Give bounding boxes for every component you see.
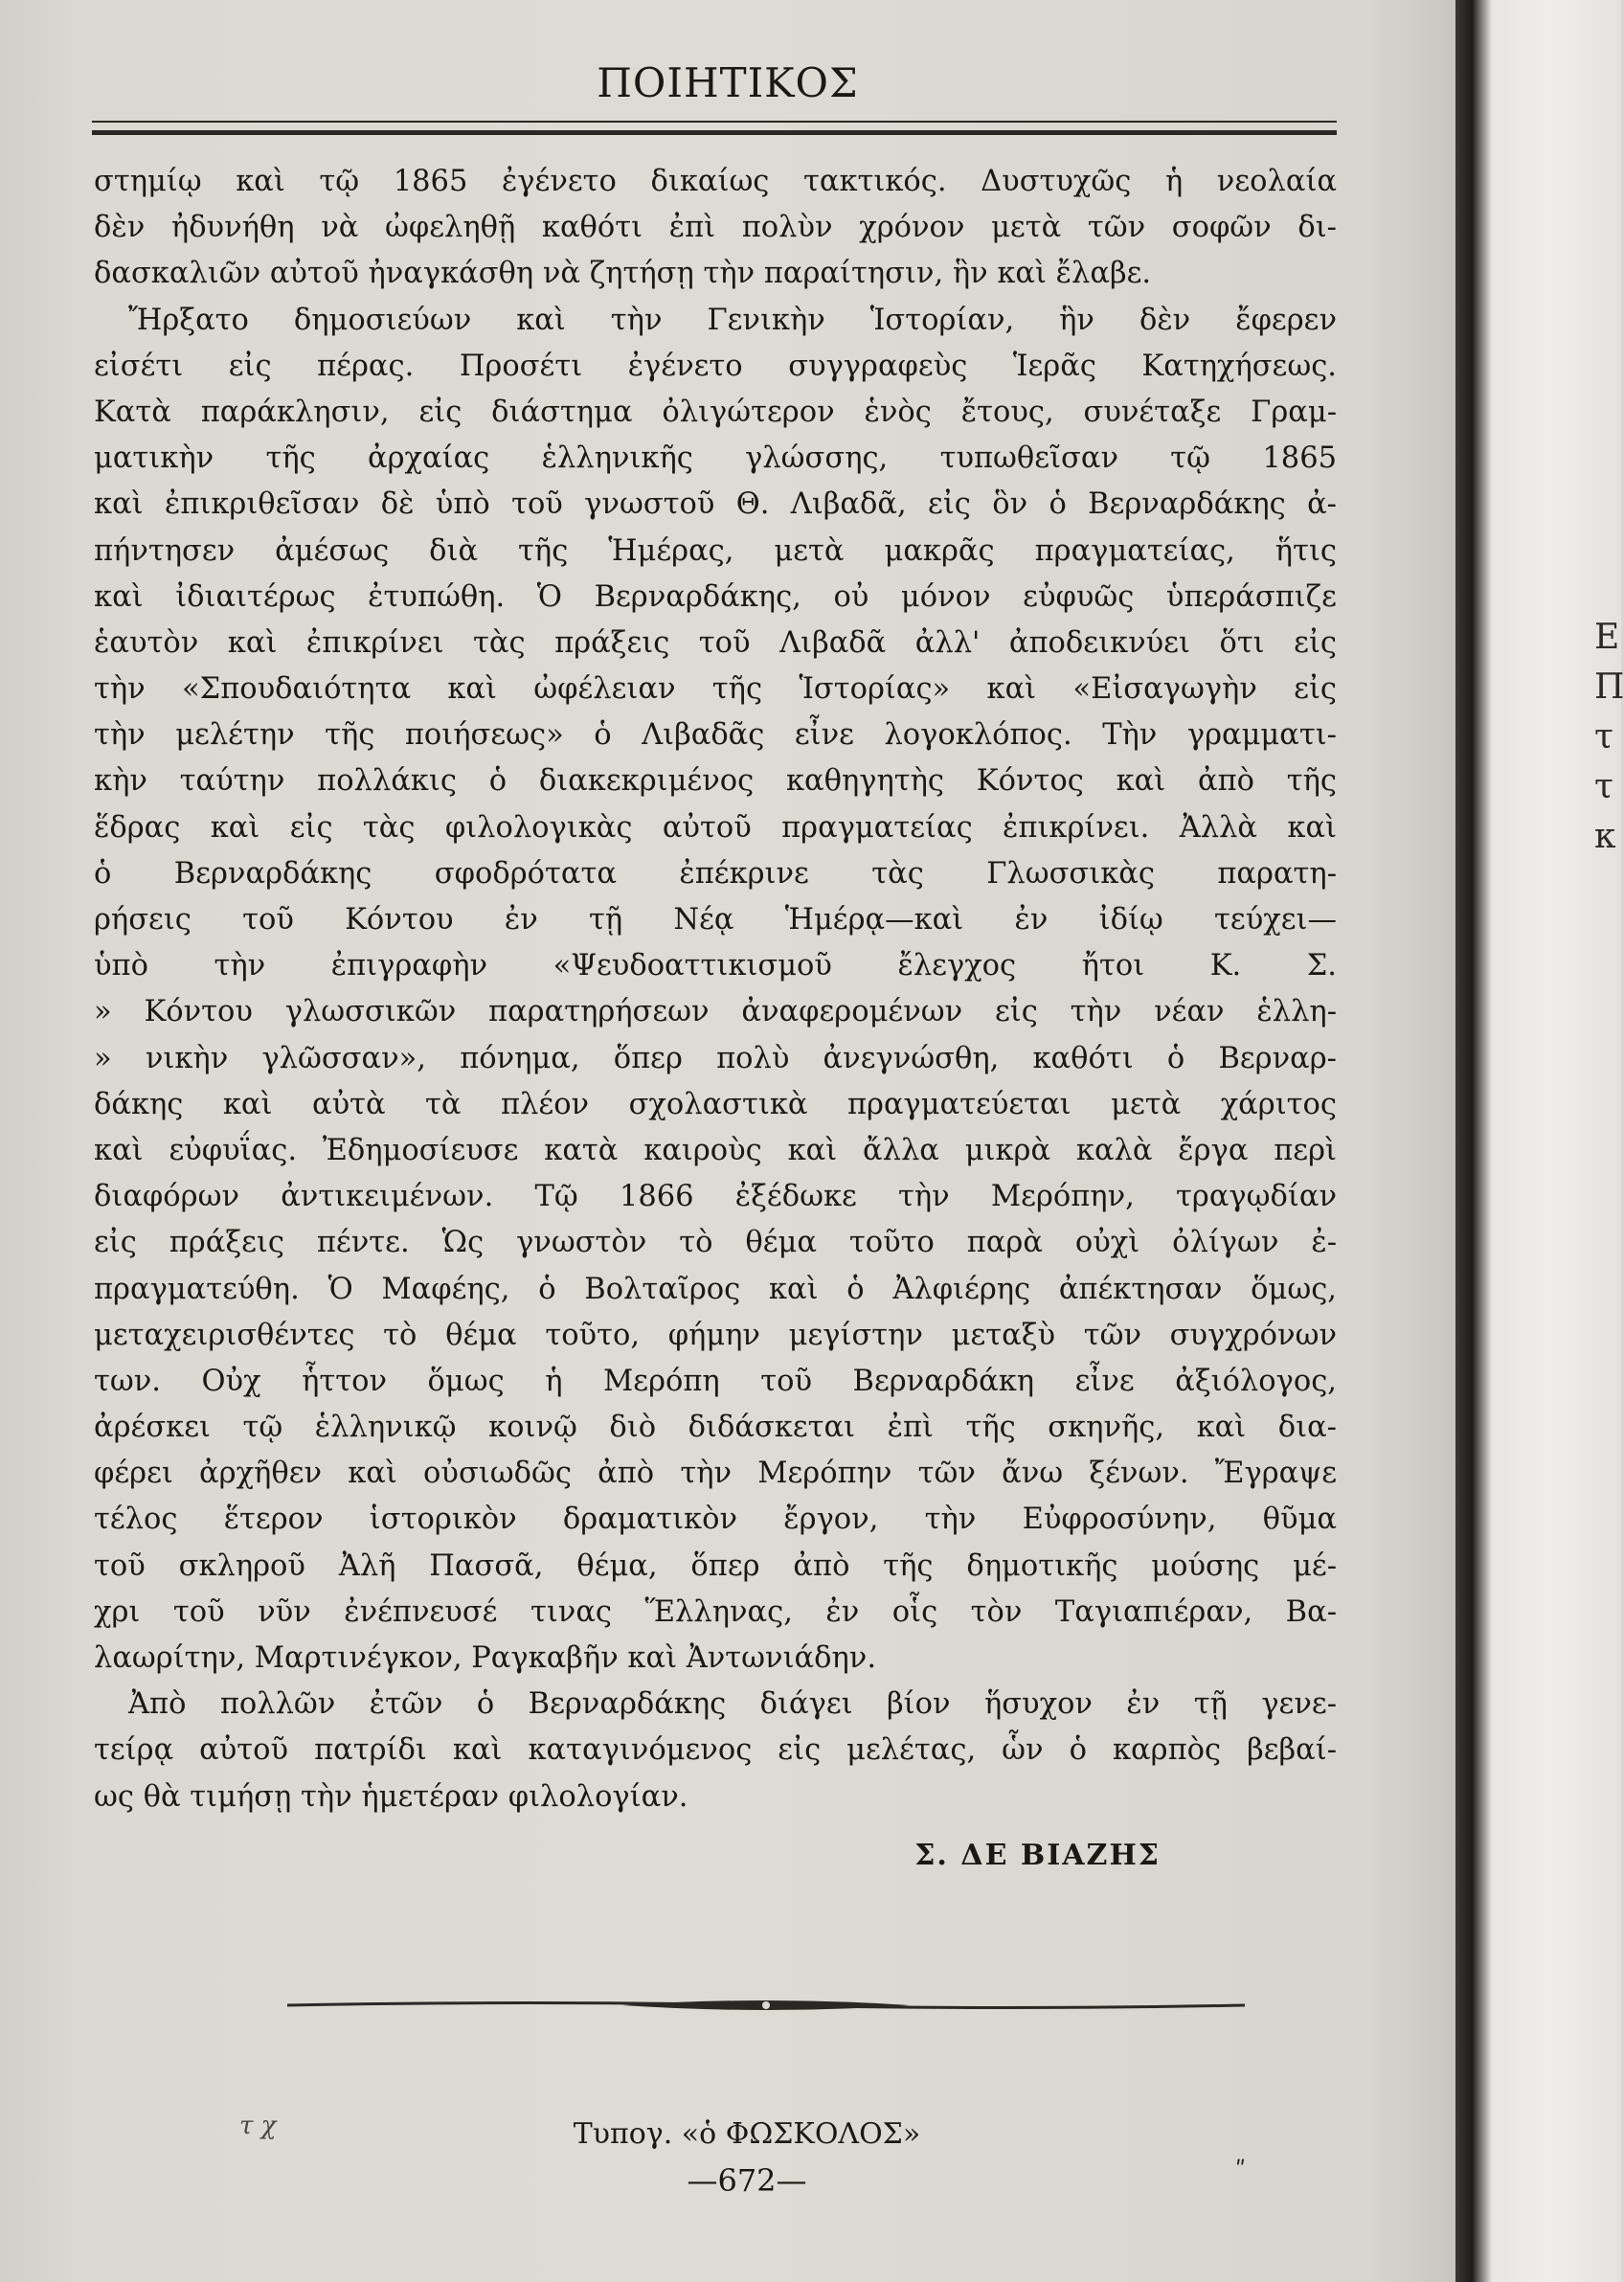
body-text [94, 159, 1337, 1820]
adjacent-glyph: Ε [1594, 618, 1620, 657]
text-line: κὴν ταύτην πολλάκις ὁ διακεκριμένος καθηγητὴς Κόντος καὶ ἀπὸ τῆς [94, 764, 1337, 799]
text-line: ὁ Βερναρδάκης σφοδρότατα ἐπέκρινε τὰς Γλωσσικὰς παρατη- [94, 856, 1337, 891]
text-line: λαωρίτην, Μαρτινέγκον, Ραγκαβῆν καὶ Ἀντωνιάδην. [94, 1641, 877, 1675]
author-signature: Σ. ΔΕ ΒΙΑΖΗΣ [914, 1839, 1161, 1872]
text-line: ὑπὸ τὴν ἐπιγραφὴν «Ψευδοαττικισμοῦ ἔλεγχος ἤτοι Κ. Σ. [94, 949, 1337, 983]
text-line: ἑαυτὸν καὶ ἐπικρίνει τὰς πράξεις τοῦ Λιβαδᾶ ἀλλ' ἀποδεικνύει ὅτι εἰς [94, 625, 1337, 660]
text-line: τὴν μελέτην τῆς ποιήσεως» ὁ Λιβαδᾶς εἶνε λογοκλόπος. Τὴν γραμματι- [94, 718, 1337, 753]
text-line: των. Οὐχ ἧττον ὅμως ἡ Μερόπη τοῦ Βερναρδάκη εἶνε ἀξιόλογος, [94, 1364, 1337, 1398]
binding-edge [1455, 0, 1624, 2282]
page-number: —672— [687, 2162, 807, 2199]
adjacent-glyph: τ [1594, 767, 1613, 806]
text-line: Ἤρξατο δημοσιεύων καὶ τὴν Γενικὴν Ἱστορίαν, ἣν δὲν ἔφερεν [128, 303, 1337, 337]
text-line: » Κόντου γλωσσικῶν παρατηρήσεων ἀναφερομένων εἰς τὴν νέαν ἑλλη- [94, 995, 1337, 1029]
text-line: φέρει ἀρχῆθεν καὶ οὐσιωδῶς ἀπὸ τὴν Μερόπην τῶν ἄνω ξένων. Ἔγραψε [94, 1457, 1337, 1491]
margin-smudge-left: τ χ [239, 2112, 277, 2140]
adjacent-glyph: Π [1594, 667, 1624, 707]
ornamental-rule [287, 1994, 1245, 2017]
text-line: πήντησεν ἀμέσως διὰ τῆς Ἡμέρας, μετὰ μακρᾶς πραγματείας, ἥτις [94, 533, 1337, 568]
text-line: καὶ ἰδιαιτέρως ἐτυπώθη. Ὁ Βερναρδάκης, οὐ μόνον εὐφυῶς ὑπεράσπιζε [94, 579, 1337, 614]
text-line: καὶ ἐπικριθεῖσαν δὲ ὑπὸ τοῦ γνωστοῦ Θ. Λιβαδᾶ, εἰς ὃν ὁ Βερναρδάκης ἀ- [94, 487, 1337, 522]
adjacent-glyph: τ [1594, 717, 1613, 757]
text-line: Ἀπὸ πολλῶν ἐτῶν ὁ Βερναρδάκης διάγει βίον ἥσυχον ἐν τῇ γενε- [128, 1687, 1337, 1722]
text-line: καὶ εὐφυΐας. Ἐδημοσίευσε κατὰ καιροὺς καὶ ἄλλα μικρὰ καλὰ ἔργα περὶ [94, 1133, 1337, 1167]
header-double-rule [92, 121, 1337, 135]
text-line: στημίῳ καὶ τῷ 1865 ἐγένετο δικαίως τακτικός. Δυστυχῶς ἡ νεολαία [94, 165, 1337, 198]
text-line: ἕδρας καὶ εἰς τὰς φιλολογικὰς αὐτοῦ πραγματείας ἐπικρίνει. Ἀλλὰ καὶ [94, 810, 1337, 845]
text-line: δασκαλιῶν αὐτοῦ ἠναγκάσθη νὰ ζητήσῃ τὴν παραίτησιν, ἣν καὶ ἔλαβε. [94, 257, 1152, 291]
text-line: ἀρέσκει τῷ ἑλληνικῷ κοινῷ διὸ διδάσκεται ἐπὶ τῆς σκηνῆς, καὶ δια- [94, 1411, 1337, 1445]
text-line: » νικὴν γλῶσσαν», πόνημα, ὅπερ πολὺ ἀνεγνώσθη, καθότι ὁ Βερναρ- [94, 1041, 1337, 1075]
text-line: πραγματεύθη. Ὁ Μαφέης, ὁ Βολταῖρος καὶ ὁ Ἀλφιέρης ἀπέκτησαν ὅμως, [94, 1272, 1337, 1306]
adjacent-glyph: κ [1594, 817, 1616, 856]
text-line: διαφόρων ἀντικειμένων. Τῷ 1866 ἐξέδωκε τὴν Μερόπην, τραγῳδίαν [94, 1180, 1337, 1214]
text-line: Κατὰ παράκλησιν, εἰς διάστημα ὀλιγώτερον ἑνὸς ἔτους, συνέταξε Γραμ- [94, 395, 1337, 429]
text-line: εἰς πράξεις πέντε. Ὡς γνωστὸν τὸ θέμα τοῦτο παρὰ οὐχὶ ὀλίγων ἐ- [94, 1226, 1337, 1260]
text-line: τέλος ἕτερον ἱστορικὸν δραματικὸν ἔργον, τὴν Εὐφροσύνην, θῦμα [94, 1503, 1337, 1537]
adjacent-page-glyphs [1594, 613, 1624, 862]
text-line: τοῦ σκληροῦ Ἀλῆ Πασσᾶ, θέμα, ὅπερ ἀπὸ τῆς δημοτικῆς μούσης μέ- [94, 1548, 1337, 1583]
text-line: ματικὴν τῆς ἀρχαίας ἑλληνικῆς γλώσσης, τυπωθεῖσαν τῷ 1865 [94, 441, 1337, 476]
margin-smudge-right: ʺ [1235, 2157, 1247, 2183]
text-line: δὲν ἠδυνήθη νὰ ὠφεληθῇ καθότι ἐπὶ πολὺν χρόνον μετὰ τῶν σοφῶν δι- [94, 211, 1337, 245]
text-line: δάκης καὶ αὐτὰ τὰ πλέον σχολαστικὰ πραγματεύεται μετὰ χάριτος [94, 1087, 1337, 1121]
text-line: μεταχειρισθέντες τὸ θέμα τοῦτο, φήμην μεγίστην μεταξὺ τῶν συγχρόνων [94, 1318, 1337, 1352]
running-head: ΠΟΙΗΤΙΚΟΣ [597, 59, 859, 106]
text-line: ως θὰ τιμήσῃ τὴν ἡμετέραν φιλολογίαν. [94, 1779, 688, 1814]
text-line: χρι τοῦ νῦν ἐνέπνευσέ τινας Ἕλληνας, ἐν οἷς τὸν Ταγιαπιέραν, Βα- [94, 1594, 1337, 1629]
text-line: ρήσεις τοῦ Κόντου ἐν τῇ Νέᾳ Ἡμέρᾳ—καὶ ἐν ἰδίῳ τεύχει— [94, 903, 1337, 937]
text-line: εἰσέτι εἰς πέρας. Προσέτι ἐγένετο συγγραφεὺς Ἱερᾶς Κατηχήσεως. [94, 349, 1337, 383]
text-line: τὴν «Σπουδαιότητα καὶ ὠφέλειαν τῆς Ἱστορίας» καὶ «Εἰσαγωγὴν εἰς [94, 672, 1337, 707]
printer-imprint: Τυπογ. «ὁ ΦΩΣΚΟΛΟΣ» [573, 2117, 921, 2151]
text-line: τείρᾳ αὐτοῦ πατρίδι καὶ καταγινόμενος εἰς μελέτας, ὧν ὁ καρπὸς βεβαί- [94, 1733, 1337, 1768]
